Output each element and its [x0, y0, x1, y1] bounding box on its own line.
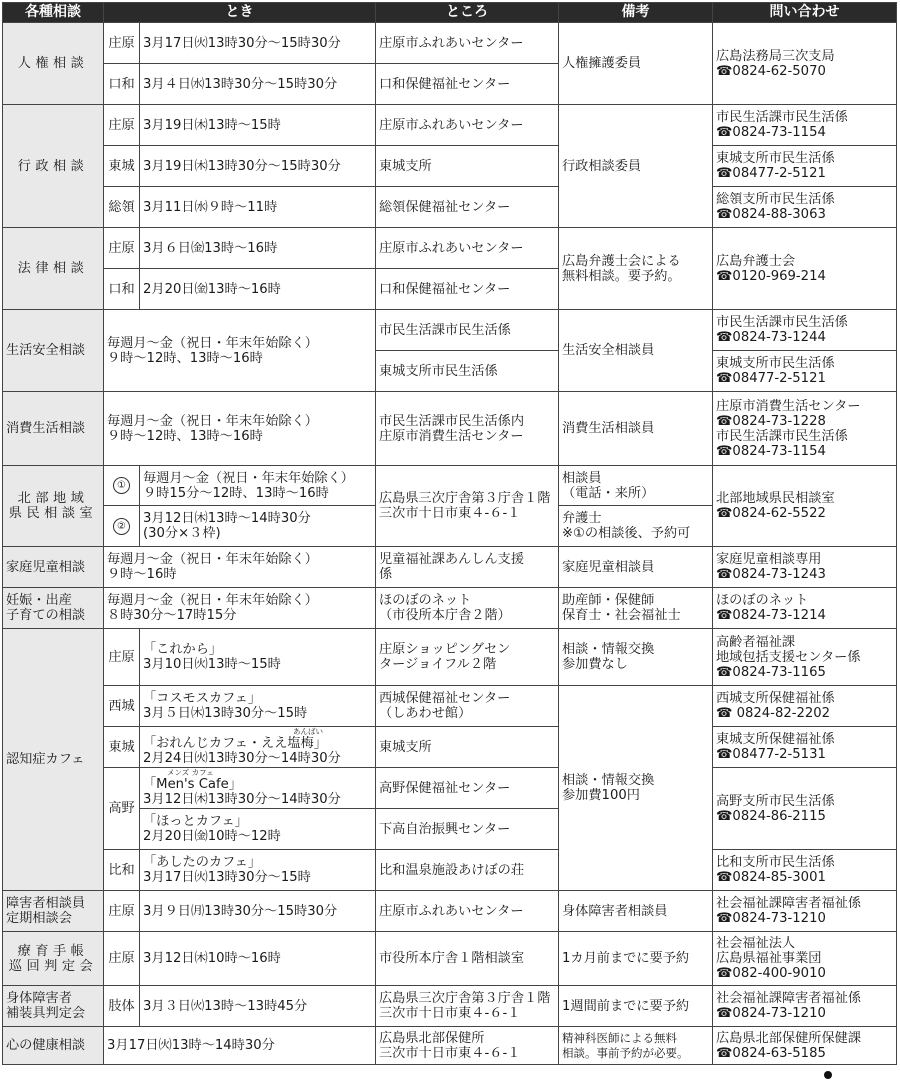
- where-line: 児童福祉課あんしん支援: [379, 552, 525, 567]
- when-cell: [140, 686, 376, 727]
- note-line: 参加費なし: [562, 657, 628, 672]
- contact-phone: ☎ 0824-82-2202: [716, 706, 831, 721]
- category-line: 身体障害者: [6, 991, 72, 1006]
- note-cell: 生活安全相談員: [559, 310, 713, 392]
- area-cell: 庄原: [104, 228, 140, 269]
- note-cell: 1カ月前までに要予約: [559, 932, 713, 986]
- contact-line: 社会福祉課障害者福祉係: [716, 991, 862, 1006]
- when-line: 3月10日㈫13時～15時: [143, 657, 281, 672]
- area-cell: 高野: [104, 768, 140, 850]
- cafe-name: 「これから」: [143, 642, 223, 657]
- when-line: 2月24日㈫13時30分～14時30分: [143, 751, 341, 766]
- header-contact: 問い合わせ: [713, 3, 897, 23]
- note-cell: 消費生活相談員: [559, 392, 713, 466]
- note-cell: [559, 686, 713, 891]
- contact-line: 総領支所市民生活係: [716, 192, 835, 207]
- note-cell: [559, 228, 713, 310]
- note-line: 広島弁護士会による: [562, 253, 681, 269]
- when-line: ９時～12時、13時～16時: [107, 428, 263, 444]
- note-cell: 行政相談委員: [559, 105, 713, 228]
- area-cell: 東城: [104, 146, 140, 187]
- contact-phone: ☎0824-73-1228: [716, 413, 826, 429]
- note-cell: 身体障害者相談員: [559, 891, 713, 932]
- contact-cell: [713, 686, 897, 727]
- table-row: [3, 228, 897, 269]
- when-cell: 3月４日㈬13時30分～15時30分: [140, 64, 376, 105]
- where-cell: [376, 1027, 559, 1065]
- note-cell: 1週間前までに要予約: [559, 986, 713, 1027]
- when-line: 毎週月～金（祝日・年末年始除く）: [107, 593, 318, 608]
- ruby-annotation: メンズ カフェ: [167, 768, 214, 777]
- contact-line: 高野支所市民生活係: [716, 793, 835, 809]
- when-line: 3月12日㈭13時30分～14時30分: [143, 792, 341, 807]
- where-line: ほのぼのネット: [379, 593, 472, 608]
- contact-cell: [713, 932, 897, 986]
- contact-cell: [713, 629, 897, 686]
- contact-phone: ☎08477-2-5121: [716, 166, 826, 181]
- cafe-name: 「ほっとカフェ」: [143, 814, 248, 829]
- when-cell: [104, 310, 376, 392]
- where-cell: 庄原市ふれあいセンター: [376, 23, 559, 64]
- cafe-name: 「あしたのカフェ」: [143, 855, 262, 870]
- where-cell: [376, 466, 559, 547]
- area-cell: 庄原: [104, 23, 140, 64]
- area-cell: 庄原: [104, 629, 140, 686]
- contact-cell: [713, 547, 897, 588]
- note-line: 保育士・社会福祉士: [562, 608, 681, 623]
- note-line: 無料相談。要予約。: [562, 268, 681, 284]
- where-line: 係: [379, 567, 393, 582]
- where-cell: 庄原市ふれあいセンター: [376, 891, 559, 932]
- when-cell: 3月３日㈫13時～13時45分: [140, 986, 376, 1027]
- header-notes: 備考: [559, 3, 713, 23]
- where-cell: 市民生活課市民生活係: [376, 310, 559, 351]
- note-cell: 家庭児童相談員: [559, 547, 713, 588]
- where-line: タージョイフル２階: [379, 657, 497, 672]
- where-cell: [376, 588, 559, 629]
- contact-line: 比和支所市民生活係: [716, 855, 835, 870]
- when-line: ８時30分～17時15分: [107, 608, 237, 623]
- contact-phone: ☎0824-88-3063: [716, 207, 826, 222]
- contact-cell: [713, 768, 897, 850]
- when-cell: 3月11日㈬９時～11時: [140, 187, 376, 228]
- when-line: ９時～12時、13時～16時: [107, 350, 263, 366]
- area-cell: 口和: [104, 64, 140, 105]
- contact-cell: [713, 1027, 897, 1065]
- contact-line: 市民生活課市民生活係: [716, 110, 848, 125]
- contact-phone: ☎0824-73-1214: [716, 608, 826, 623]
- category-cell: [3, 466, 104, 547]
- cafe-name: 「おれんじカフェ・ええ塩梅」: [143, 736, 327, 751]
- note-cell: 人権擁護委員: [559, 23, 713, 105]
- contact-cell: [713, 23, 897, 105]
- when-cell: 3月17日㈫13時～14時30分: [104, 1027, 376, 1065]
- note-line: 助産師・保健師: [562, 593, 655, 608]
- when-cell: [140, 506, 376, 547]
- contact-line: 市民生活課市民生活係: [716, 428, 848, 444]
- when-line: 3月12日㈭13時～14時30分: [143, 511, 311, 526]
- area-cell: 庄原: [104, 891, 140, 932]
- category-cell: [3, 986, 104, 1027]
- contact-cell: [713, 351, 897, 392]
- where-cell: 高野保健福祉センター: [376, 768, 559, 809]
- where-cell: 口和保健福祉センター: [376, 64, 559, 105]
- table-row: [3, 187, 897, 228]
- category-line: 障害者相談員: [6, 896, 86, 911]
- when-cell: 3月９日㈪13時30分～15時30分: [140, 891, 376, 932]
- where-cell: 東城支所: [376, 727, 559, 768]
- table-row: [3, 932, 897, 986]
- where-cell: 東城支所市民生活係: [376, 351, 559, 392]
- contact-phone: ☎0824-63-5185: [716, 1045, 826, 1061]
- when-line: 毎週月～金（祝日・年末年始除く）: [107, 552, 318, 567]
- note-line: （電話・来所）: [562, 485, 655, 501]
- area-cell: 庄原: [104, 105, 140, 146]
- contact-phone: ☎0824-62-5070: [716, 63, 826, 79]
- contact-cell: [713, 588, 897, 629]
- contact-cell: [713, 392, 897, 466]
- when-line: ９時～16時: [107, 567, 177, 582]
- area-cell: 比和: [104, 850, 140, 891]
- consultation-table: [2, 2, 897, 1065]
- when-cell: [140, 629, 376, 686]
- session-number-cell: [104, 466, 140, 506]
- category-cell: 人権相談: [3, 23, 104, 105]
- where-cell: 市役所本庁舎１階相談室: [376, 932, 559, 986]
- contact-line: 東城支所保健福祉係: [716, 732, 835, 747]
- table-row: [3, 588, 897, 629]
- contact-phone: ☎0824-73-1154: [716, 125, 826, 140]
- where-cell: [376, 629, 559, 686]
- where-cell: [376, 986, 559, 1027]
- contact-phone: ☎0120-969-214: [716, 268, 826, 284]
- contact-cell: [713, 891, 897, 932]
- contact-cell: [713, 146, 897, 187]
- category-cell: [3, 932, 104, 986]
- when-cell: [140, 809, 376, 850]
- when-line: 3月５日㈭13時30分～15時: [143, 706, 308, 721]
- note-cell: [559, 588, 713, 629]
- when-line: 3月17日㈫13時30分～15時: [143, 870, 311, 885]
- where-line: （しあわせ館）: [379, 706, 472, 721]
- where-cell: 口和保健福祉センター: [376, 269, 559, 310]
- contact-line: 広島弁護士会: [716, 253, 796, 269]
- contact-phone: ☎0824-73-1210: [716, 1006, 826, 1021]
- note-cell: [559, 1027, 713, 1065]
- contact-line: 東城支所市民生活係: [716, 356, 835, 371]
- contact-line: 広島県北部保健所保健課: [716, 1030, 862, 1046]
- table-row: [3, 1027, 897, 1065]
- area-cell: 庄原: [104, 932, 140, 986]
- category-line: 子育ての相談: [6, 608, 86, 623]
- table-row: [3, 310, 897, 351]
- contact-line: 広島法務局三次支局: [716, 48, 835, 64]
- when-cell: [140, 768, 376, 809]
- contact-cell: [713, 105, 897, 146]
- when-cell: 2月20日㈮13時～16時: [140, 269, 376, 310]
- table-row: [3, 986, 897, 1027]
- contact-cell: [713, 986, 897, 1027]
- where-line: 庄原ショッピングセン: [379, 642, 511, 657]
- where-line: 三次市十日市東４-６-１: [379, 1045, 521, 1061]
- where-cell: 下高自治振興センター: [376, 809, 559, 850]
- contact-line: 市民生活課市民生活係: [716, 315, 848, 330]
- when-line: 毎週月～金（祝日・年末年始除く）: [143, 470, 354, 486]
- contact-cell: [713, 850, 897, 891]
- table-row: [3, 23, 897, 64]
- session-number-badge: ②: [113, 518, 130, 535]
- where-cell: 庄原市ふれあいセンター: [376, 228, 559, 269]
- where-line: 西城保健福祉センター: [379, 691, 511, 706]
- note-line: 相談員: [562, 470, 602, 486]
- category-line: 県民相談室: [8, 506, 98, 521]
- contact-phone: ☎0824-73-1243: [716, 567, 826, 582]
- contact-cell: [713, 228, 897, 310]
- category-cell: [3, 891, 104, 932]
- contact-line: 広島県福祉事業団: [716, 951, 822, 966]
- note-line: 相談。事前予約が必要。: [562, 1045, 689, 1060]
- when-cell: [140, 727, 376, 768]
- when-cell: [104, 392, 376, 466]
- session-number-cell: [104, 506, 140, 547]
- note-line: 弁護士: [562, 511, 602, 526]
- note-cell: [559, 466, 713, 506]
- contact-phone: ☎08477-2-5121: [716, 371, 826, 386]
- where-cell: 庄原市ふれあいセンター: [376, 105, 559, 146]
- contact-phone: ☎082-400-9010: [716, 966, 826, 981]
- contact-line: 庄原市消費生活センター: [716, 398, 861, 414]
- note-line: 相談・情報交換: [562, 642, 655, 657]
- where-line: 広島県三次庁舎第３庁舎１階: [379, 491, 551, 506]
- category-cell: 生活安全相談: [3, 310, 104, 392]
- where-line: 市民生活課市民生活係内: [379, 413, 525, 429]
- contact-cell: [713, 466, 897, 547]
- table-row: [3, 392, 897, 466]
- category-line: 定期相談会: [6, 911, 72, 926]
- contact-line: 社会福祉課障害者福祉係: [716, 896, 862, 911]
- area-cell: 東城: [104, 727, 140, 768]
- when-cell: [140, 466, 376, 506]
- contact-cell: [713, 187, 897, 228]
- category-cell: 心の健康相談: [3, 1027, 104, 1065]
- when-line: 毎週月～金（祝日・年末年始除く）: [107, 335, 318, 351]
- table-row: [3, 629, 897, 686]
- contact-phone: ☎0824-62-5522: [716, 506, 826, 521]
- table-row: [3, 466, 897, 506]
- contact-line: 地域包括支援センター係: [716, 649, 861, 665]
- note-line: 精神科医師による無料: [562, 1030, 677, 1045]
- contact-line: 東城支所市民生活係: [716, 151, 835, 166]
- contact-phone: ☎0824-73-1154: [716, 443, 826, 459]
- table-row: [3, 686, 897, 727]
- category-cell: 行政相談: [3, 105, 104, 228]
- where-cell: 総領保健福祉センター: [376, 187, 559, 228]
- where-cell: [376, 686, 559, 727]
- contact-line: 社会福祉法人: [716, 936, 796, 951]
- note-cell: [559, 506, 713, 547]
- cafe-name: 「Men's Cafe」: [143, 777, 242, 792]
- page-marker-dot: [824, 1071, 832, 1079]
- area-cell: 西城: [104, 686, 140, 727]
- contact-line: 北部地域県民相談室: [716, 491, 835, 506]
- table-header-row: [3, 3, 897, 23]
- category-line: 巡回判定会: [8, 958, 98, 974]
- contact-phone: ☎0824-73-1210: [716, 911, 826, 926]
- where-cell: [376, 392, 559, 466]
- note-cell: [559, 629, 713, 686]
- table-row: [3, 850, 897, 891]
- where-line: 庄原市消費生活センター: [379, 428, 524, 444]
- when-cell: [140, 850, 376, 891]
- when-line: ９時15分～12時、13時～16時: [143, 485, 329, 501]
- contact-line: 高齢者福祉課: [716, 634, 796, 650]
- when-cell: [104, 547, 376, 588]
- note-line: ※①の相談後、予約可: [562, 526, 691, 541]
- when-cell: [104, 588, 376, 629]
- header-where: ところ: [376, 3, 559, 23]
- contact-line: 家庭児童相談専用: [716, 552, 822, 567]
- category-cell: 認知症カフェ: [3, 629, 104, 891]
- where-cell: 比和温泉施設あけぼの荘: [376, 850, 559, 891]
- category-cell: 法律相談: [3, 228, 104, 310]
- area-cell: 肢体: [104, 986, 140, 1027]
- category-cell: 家庭児童相談: [3, 547, 104, 588]
- when-line: 2月20日㈮10時～12時: [143, 829, 281, 844]
- where-line: （市役所本庁舎２階）: [379, 608, 511, 623]
- contact-cell: [713, 310, 897, 351]
- header-category: 各種相談: [3, 3, 104, 23]
- table-row: [3, 768, 897, 809]
- when-line: (30分×３枠): [143, 526, 221, 541]
- area-cell: 口和: [104, 269, 140, 310]
- session-number-badge: ①: [113, 477, 130, 494]
- contact-cell: [713, 727, 897, 768]
- when-cell: 3月６日㈮13時～16時: [140, 228, 376, 269]
- table-row: [3, 891, 897, 932]
- category-cell: [3, 588, 104, 629]
- contact-phone: ☎0824-86-2115: [716, 808, 826, 824]
- cafe-name: 「コスモスカフェ」: [143, 691, 262, 706]
- where-cell: 東城支所: [376, 146, 559, 187]
- where-line: 広島県北部保健所: [379, 1030, 485, 1046]
- category-line: 北部地域: [17, 491, 89, 506]
- contact-phone: ☎0824-73-1244: [716, 330, 826, 345]
- table-row: [3, 105, 897, 146]
- category-line: 補装具判定会: [6, 1006, 86, 1021]
- note-line: 参加費100円: [562, 788, 640, 803]
- table-row: [3, 146, 897, 187]
- contact-line: ほのぼのネット: [716, 593, 809, 608]
- contact-phone: ☎08477-2-5131: [716, 747, 826, 762]
- area-cell: 総領: [104, 187, 140, 228]
- when-cell: 3月19日㈭13時30分～15時30分: [140, 146, 376, 187]
- header-when: とき: [104, 3, 376, 23]
- contact-line: 西城支所保健福祉係: [716, 691, 835, 706]
- category-line: 療育手帳: [17, 943, 89, 959]
- when-cell: 3月12日㈭10時～16時: [140, 932, 376, 986]
- where-line: 三次市十日市東４-６-１: [379, 506, 521, 521]
- where-line: 広島県三次庁舎第３庁舎１階: [379, 991, 551, 1006]
- when-cell: 3月19日㈭13時～15時: [140, 105, 376, 146]
- contact-phone: ☎0824-85-3001: [716, 870, 826, 885]
- ruby-annotation: あんばい: [293, 727, 323, 736]
- when-line: 毎週月～金（祝日・年末年始除く）: [107, 413, 318, 429]
- contact-phone: ☎0824-73-1165: [716, 664, 826, 680]
- when-cell: 3月17日㈫13時30分～15時30分: [140, 23, 376, 64]
- category-line: 妊娠・出産: [6, 593, 72, 608]
- table-row: [3, 727, 897, 768]
- category-cell: 消費生活相談: [3, 392, 104, 466]
- note-line: 相談・情報交換: [562, 773, 655, 788]
- where-line: 三次市十日市東４-６-１: [379, 1006, 521, 1021]
- table-row: [3, 547, 897, 588]
- where-cell: [376, 547, 559, 588]
